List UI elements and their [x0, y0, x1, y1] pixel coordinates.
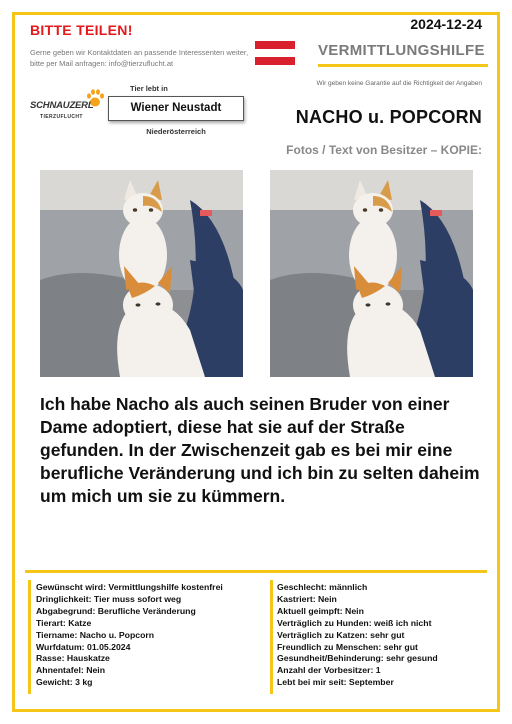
- info-row: Abgabegrund: Berufliche Veränderung: [36, 605, 196, 616]
- info-divider: [25, 570, 487, 573]
- info-row: Wurfdatum: 01.05.2024: [36, 641, 131, 652]
- info-row: Gesundheit/Behinderung: sehr gesund: [277, 653, 438, 664]
- photo-credit: Fotos / Text von Besitzer – KOPIE:: [286, 143, 482, 157]
- title-divider: [318, 64, 488, 67]
- date-label: 2024-12-24: [410, 16, 482, 32]
- info-row: Geschlecht: männlich: [277, 582, 368, 592]
- location-city: Wiener Neustadt: [108, 96, 244, 121]
- location-label: Tier lebt in: [130, 84, 168, 93]
- info-right-column: [277, 582, 492, 689]
- story-text: Ich habe Nacho als auch seinen Bruder von einer Dame adoptiert, diese hat sie auf der Straße gefunden. In der Zwischenzeit gab es bei mir eine berufliche Veränderung und ich bin zu selten daheim um mich um sie zu kümmern.: [40, 394, 480, 506]
- page-title: VERMITTLUNGSHILFE: [318, 42, 485, 59]
- contact-note: Gerne geben wir Kontaktdaten an passende Interessenten weiter, bitte per Mail anfragen: info@tierzuflucht.at: [30, 48, 249, 68]
- info-row: Ahnentafel: Nein: [36, 665, 106, 676]
- info-row: Freundlich zu Menschen: sehr gut: [277, 641, 418, 652]
- info-row: Verträglich zu Hunden: weiß ich nicht: [277, 617, 432, 628]
- info-row: Tierart: Katze: [36, 617, 92, 628]
- info-row: Kastriert: Nein: [277, 593, 337, 604]
- info-row: Gewünscht wird: Vermittlungshilfe kostenfrei: [36, 582, 223, 592]
- animal-name: NACHO u. POPCORN: [295, 107, 482, 127]
- info-row: Anzahl der Vorbesitzer: 1: [277, 665, 381, 676]
- info-row: Gewicht: 3 kg: [36, 677, 93, 688]
- info-row: Tiername: Nacho u. Popcorn: [36, 629, 155, 640]
- cat-photo-1: [40, 170, 243, 377]
- info-row: Aktuell geimpft: Nein: [277, 605, 364, 616]
- location-region: Niederösterreich: [146, 127, 206, 136]
- logo-word: SCHNAUZERL: [30, 100, 94, 111]
- logo-sub: TIERZUFLUCHT: [40, 114, 83, 120]
- info-row: Lebt bei mir seit: September: [277, 677, 394, 688]
- info-right-bar: [270, 580, 273, 694]
- info-left-bar: [28, 580, 31, 694]
- info-left-column: [36, 582, 266, 689]
- schnauzerl-logo: [30, 88, 102, 124]
- share-heading: BITTE TEILEN!: [30, 22, 133, 38]
- austria-flag-icon: [255, 41, 295, 65]
- cat-photo-2: [270, 170, 473, 377]
- info-row: Rasse: Hauskatze: [36, 653, 110, 664]
- info-row: Dringlichkeit: Tier muss sofort weg: [36, 593, 182, 604]
- info-row: Verträglich zu Katzen: sehr gut: [277, 629, 405, 640]
- disclaimer: Wir geben keine Garantie auf die Richtigkeit der Angaben: [316, 80, 482, 87]
